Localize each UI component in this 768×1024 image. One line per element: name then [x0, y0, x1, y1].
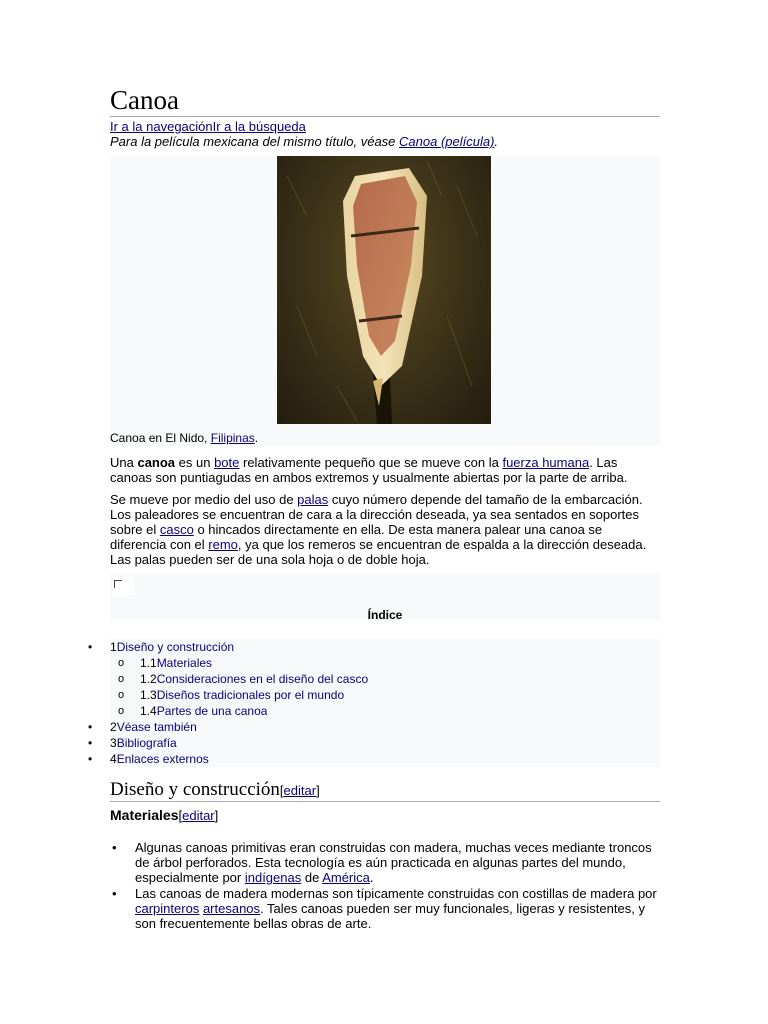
jump-to-navigation-link[interactable]: Ir a la navegación	[110, 119, 213, 134]
toc-link[interactable]: Véase también	[116, 720, 197, 734]
toc-link[interactable]: Partes de una canoa	[156, 704, 268, 718]
list-item: • Las canoas de madera modernas son típicamente construidas con costillas de madera por carpinteros artesanos. Tales canoas pueden ser muy funcionales, ligeras y resistentes, y son frecuentemente bellas obras de arte.	[110, 886, 660, 931]
canoe-photo[interactable]	[277, 156, 491, 424]
subsection-heading-text: Materiales	[110, 807, 179, 823]
hatnote-link[interactable]: Canoa (película)	[399, 134, 495, 149]
toc-item[interactable]: • 3Bibliografía	[110, 735, 660, 751]
toc-link[interactable]: Materiales	[156, 656, 213, 670]
edit-subsection-control: [editar]	[178, 808, 219, 823]
toc-link[interactable]: Consideraciones en el diseño del casco	[156, 672, 369, 686]
toc-title: Índice	[367, 608, 403, 622]
title-divider	[110, 116, 660, 117]
link-indigenas[interactable]: indígenas	[244, 870, 302, 885]
link-remo[interactable]: remo	[208, 537, 238, 552]
toc-link[interactable]: Enlaces externos	[116, 752, 209, 766]
toc-list	[110, 639, 660, 767]
edit-subsection-link[interactable]: editar	[182, 808, 215, 823]
intro-paragraph: Una canoa es un bote relativamente pequeño que se mueve con la fuerza humana. Las canoas son puntiagudas en ambos extremos y usualmente abiertas por la parte de arriba.	[110, 455, 628, 485]
jump-links	[110, 119, 306, 135]
link-fuerza-humana[interactable]: fuerza humana	[502, 455, 590, 470]
link-america[interactable]: América	[322, 870, 370, 885]
toc-link[interactable]: Diseño y construcción	[116, 640, 235, 654]
toc-item[interactable]: o 1.4Partes de una canoa	[110, 703, 660, 719]
subsection-heading	[110, 806, 218, 825]
toc-item[interactable]: o 1.3Diseños tradicionales por el mundo	[110, 687, 660, 703]
link-palas[interactable]: palas	[297, 492, 329, 507]
toc-link[interactable]: Diseños tradicionales por el mundo	[156, 688, 345, 702]
link-carpinteros[interactable]: carpinteros	[135, 901, 200, 916]
toc-item[interactable]: • 4Enlaces externos	[110, 751, 660, 767]
toc-toggle-checkbox[interactable]	[112, 577, 134, 595]
list-item: • Algunas canoas primitivas eran construidas con madera, muchas veces mediante troncos de árbol perforados. Esta tecnología es aún practicada en algunas partes del mundo, especialmente por indígenas de América.	[110, 840, 660, 885]
figure-caption	[110, 431, 258, 445]
caption-text: Canoa en El Nido,	[110, 431, 211, 445]
caption-period: .	[254, 431, 259, 445]
section-divider	[110, 801, 660, 802]
thumbnail-figure	[110, 156, 660, 446]
link-bote[interactable]: bote	[214, 455, 240, 470]
edit-section-link[interactable]: editar	[283, 783, 317, 798]
caption-link-filipinas[interactable]: Filipinas	[210, 431, 255, 445]
hatnote	[110, 134, 498, 150]
hatnote-period: .	[494, 134, 499, 149]
toc-item[interactable]: • 2Véase también	[110, 719, 660, 735]
edit-section-control: [editar]	[279, 783, 320, 798]
second-paragraph: Se mueve por medio del uso de palas cuyo número depende del tamaño de la embarcación. Los paleadores se encuentran de cara a la dirección deseada, ya sea sentados en soportes sobre el casco o hincados directamente en ella. De esta manera palear una canoa se diferencia con el remo, ya que los remeros se encuentran de espalda a la dirección deseada. Las palas pueden ser de una sola hoja o de doble hoja.	[110, 492, 647, 567]
toc-item[interactable]: o 1.1Materiales	[110, 655, 660, 671]
toc-item[interactable]: • 1Diseño y construcción	[110, 639, 660, 655]
toc-item[interactable]: o 1.2Consideraciones en el diseño del casco	[110, 671, 660, 687]
checkbox-icon	[114, 580, 122, 588]
section-heading	[110, 778, 320, 803]
hatnote-text: Para la película mexicana del mismo título, véase	[110, 134, 400, 149]
link-casco[interactable]: casco	[159, 522, 194, 537]
term-bold: canoa	[137, 455, 176, 470]
section-heading-text: Diseño y construcción	[110, 779, 280, 800]
toc-link[interactable]: Bibliografía	[116, 736, 177, 750]
materials-list	[110, 840, 660, 932]
canoe-illustration	[277, 156, 491, 424]
page-title: Canoa	[110, 85, 179, 115]
jump-to-search-link[interactable]: Ir a la búsqueda	[212, 119, 306, 134]
link-artesanos[interactable]: artesanos	[202, 901, 261, 916]
toc-header	[110, 573, 660, 621]
